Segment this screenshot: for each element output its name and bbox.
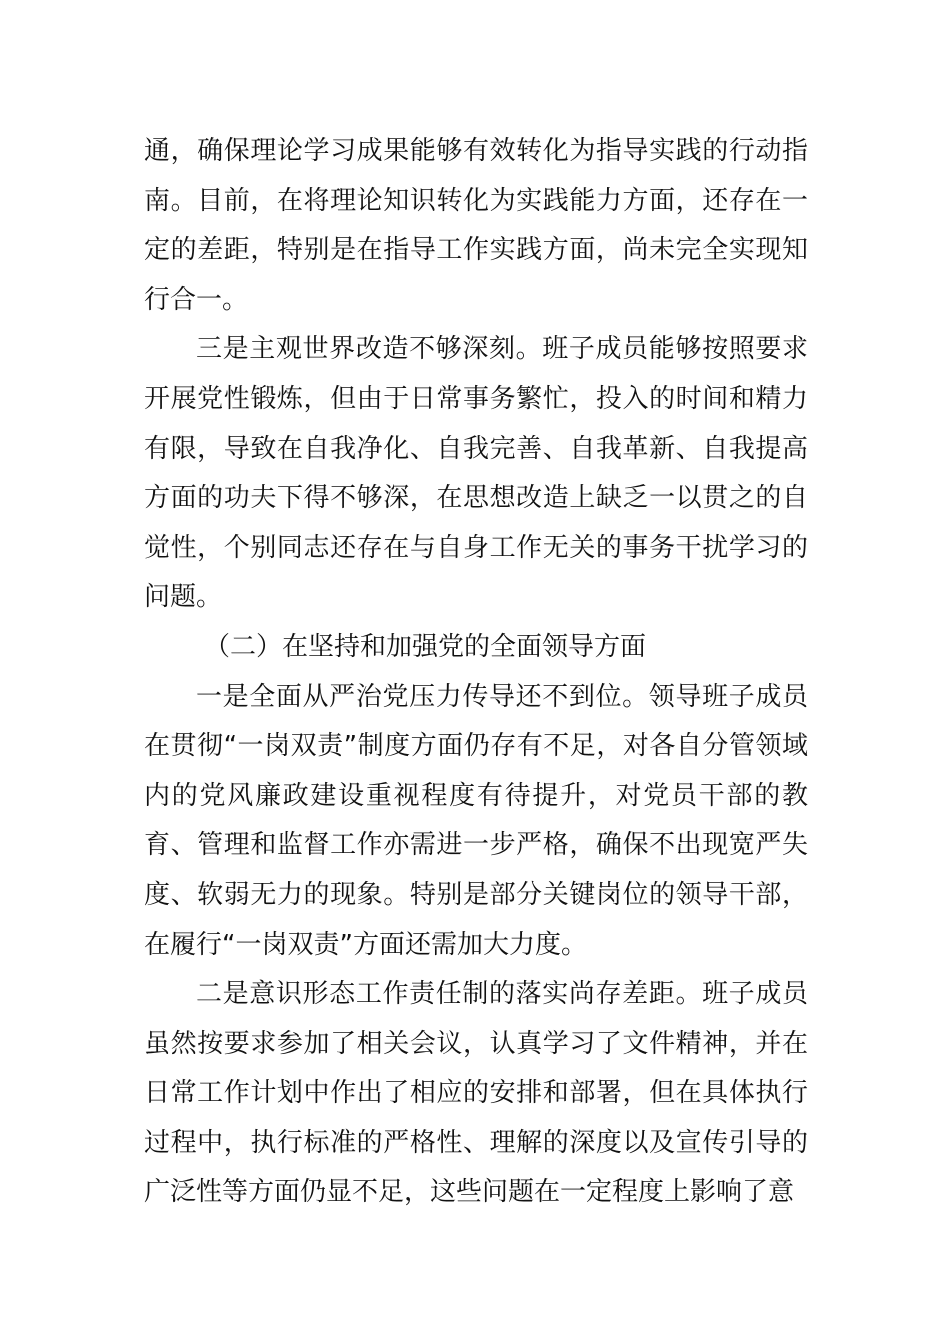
section-heading: （二）在坚持和加强党的全面领导方面 [204,631,647,662]
paragraph-continuation: 通，确保理论学习成果能够有效转化为指导实践的行动指南。目前，在将理论知识转化为实践能力方面，还存在一定的差距，特别是在指导工作实践方面，尚未完全实现知行合一。 [144,136,808,315]
document-body [144,127,808,1218]
paragraph-point-two: 二是意识形态工作责任制的落实尚存差距。班子成员虽然按要求参加了相关会议，认真学习了文件精神，并在日常工作计划中作出了相应的安排和部署，但在具体执行过程中，执行标准的严格性、理解的深度以及宣传引导的广泛性等方面仍显不足，这些问题在一定程度上影响了意 [144,979,808,1208]
paragraph-point-three: 三是主观世界改造不够深刻。班子成员能够按照要求开展党性锻炼，但由于日常事务繁忙，投入的时间和精力有限，导致在自我净化、自我完善、自我革新、自我提高方面的功夫下得不够深，在思想改造上缺乏一以贯之的自觉性，个别同志还存在与自身工作无关的事务干扰学习的问题。 [144,334,808,613]
paragraph-point-one: 一是全面从严治党压力传导还不到位。领导班子成员在贯彻“一岗双责”制度方面仍存有不足，对各自分管领域内的党风廉政建设重视程度有待提升，对党员干部的教育、管理和监督工作亦需进一步严格，确保不出现宽严失度、软弱无力的现象。特别是部分关键岗位的领导干部，在履行“一岗双责”方面还需加大力度。 [144,681,808,960]
